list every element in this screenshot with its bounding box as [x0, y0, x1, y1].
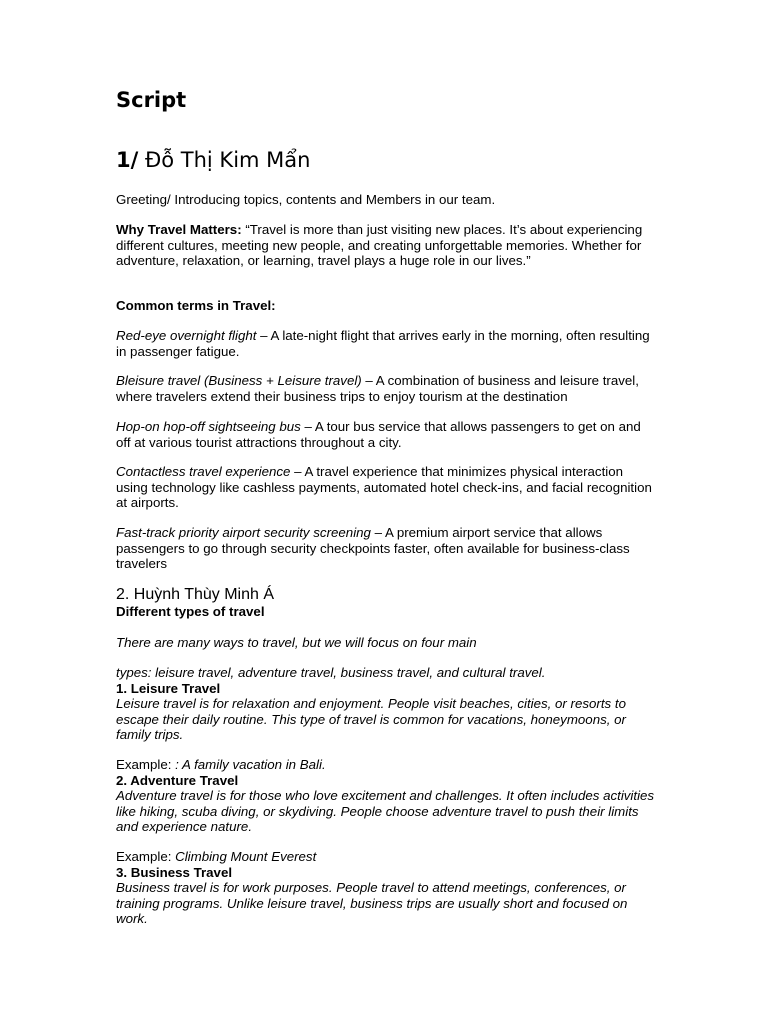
term-name: Contactless travel experience — [116, 464, 291, 479]
travel-type-heading: 2. Adventure Travel — [116, 772, 239, 788]
term-definition: – A combination of business and leisure travel, where travelers extend their business trips to enjoy tourism at the destination — [116, 373, 639, 404]
term-item — [116, 328, 656, 359]
travel-type-description: Business travel is for work purposes. People travel to attend meetings, conferences, or training programs. Unlike leisure travel, business trips are usually short and focused on work. — [116, 880, 628, 927]
travel-type-heading: 3. Business Travel — [116, 864, 233, 880]
travel-type-adventure — [116, 757, 656, 835]
term-name: Bleisure travel (Business + Leisure travel) — [116, 373, 362, 388]
travel-type-business — [116, 849, 656, 927]
section1-name: Đỗ Thị Kim Mẩn — [144, 148, 311, 172]
term-item — [116, 419, 656, 450]
term-name: Red-eye overnight flight — [116, 328, 257, 343]
greeting-text: Greeting/ Introducing topics, contents and Members in our team. — [116, 192, 496, 207]
term-item — [116, 373, 656, 404]
example-label: Example: — [116, 757, 176, 772]
section1-number: 1/ — [116, 148, 139, 172]
term-name: Hop-on hop-off sightseeing bus — [116, 419, 301, 434]
travel-type-leisure — [116, 665, 656, 743]
why-text: “Travel is more than just visiting new places. It’s about experiencing different cultures, meeting new people, and creating unforgettable memories. Whether for adventure, relaxation, or learning, travel plays a huge role in our lives.” — [116, 222, 643, 269]
greeting-paragraph — [116, 192, 656, 208]
travel-type-heading: 1. Leisure Travel — [116, 680, 221, 696]
term-item — [116, 464, 656, 511]
term-item — [116, 525, 656, 572]
example-text: Climbing Mount Everest — [175, 849, 317, 864]
terms-heading-block — [116, 298, 656, 314]
intro-text: There are many ways to travel, but we will focus on four main — [116, 635, 477, 650]
term-definition: – A tour bus service that allows passengers to get on and off at various tourist attractions throughout a city. — [116, 419, 641, 450]
term-definition: – A premium airport service that allows passengers to go through security checkpoints faster, often available for business-class travelers — [116, 525, 630, 572]
term-name: Fast-track priority airport security screening — [116, 525, 371, 540]
section2-header — [116, 586, 656, 620]
intro-text: types: leisure travel, adventure travel, business travel, and cultural travel. — [116, 665, 546, 680]
travel-type-description: Leisure travel is for relaxation and enjoyment. People visit beaches, cities, or resorts to escape their daily routine. This type of travel is common for vacations, honeymoons, or family trips. — [116, 696, 626, 743]
section2-intro-1 — [116, 635, 656, 651]
section1-heading — [116, 148, 310, 172]
example-label: Example: — [116, 849, 176, 864]
term-definition: – A travel experience that minimizes physical interaction using technology like cashless payments, automated hotel check-ins, and facial recognition at airports. — [116, 464, 652, 511]
section2-heading: 2. Huỳnh Thùy Minh Á — [116, 586, 275, 603]
terms-heading: Common terms in Travel: — [116, 298, 276, 313]
why-travel-paragraph — [116, 222, 656, 269]
term-definition: – A late-night flight that arrives early in the morning, often resulting in passenger fatigue. — [116, 328, 650, 359]
document-title: Script — [116, 88, 187, 112]
example-text: : A family vacation in Bali. — [175, 757, 326, 772]
travel-type-description: Adventure travel is for those who love excitement and challenges. It often includes activities like hiking, scuba diving, or skydiving. People choose adventure travel to push their limits and experience nature. — [116, 788, 655, 835]
why-label: Why Travel Matters: — [116, 222, 242, 237]
section2-subheading: Different types of travel — [116, 604, 265, 619]
